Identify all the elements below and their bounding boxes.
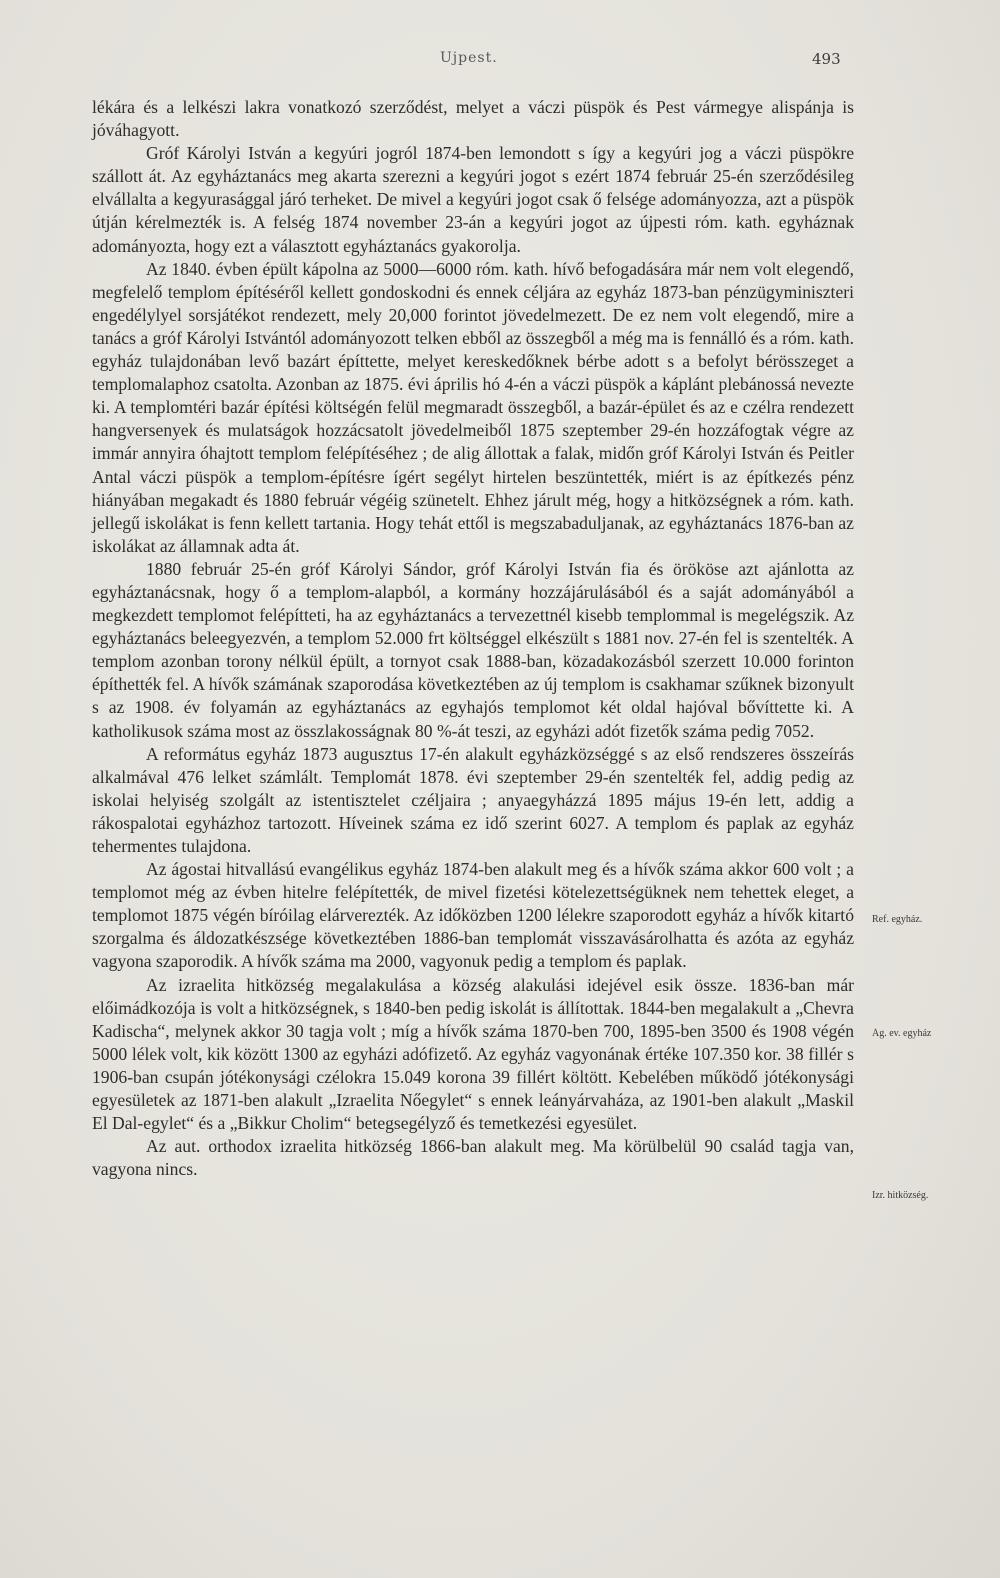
paragraph-continuation: lékára és a lelkészi lakra vonatkozó szerződést, melyet a váczi püspök és Pest vármegye alispánja is jóváhagyott. xyxy=(92,97,854,141)
running-header xyxy=(0,50,1000,74)
running-title: Ujpest. xyxy=(440,50,498,66)
margin-note-jewish: Izr. hitközség. xyxy=(872,1190,929,1201)
page-number: 493 xyxy=(812,50,841,68)
paragraph-church-completion: 1880 február 25-én gróf Károlyi Sándor, gróf Károlyi István fia és örököse azt ajánlotta az egyháztanácsnak, hogy ő a templom-alapból, a kormány hozzájárulásából és a saját adományából a megkezdett templomot felépítteti, ha az egyháztanács a tervezettnél kisebb templommal is megelégszik. Az egyháztanács beleegyezvén, a templom 52.000 frt költséggel elkészült s 1881 nov. 27-én fel is szentelték. A templom azonban torony nélkül épült, a tornyot csak 1888-ban, közadakozásból szerzett 10.000 forinton építhették fel. A hívők számának szaporodása következtében az új templom is csakhamar szűknek bizonyult s az 1908. év folyamán az egyháztanács az egyhajós templomot két oldal hajóval bővíttette ki. A katholikusok száma most az összlakosságnak 80 %-át teszi, az egyházi adót fizetők száma pedig 7052. xyxy=(92,558,854,741)
margin-note-evangelical: Ág. ev. egyház xyxy=(872,1028,932,1039)
paragraph-patronage: Gróf Károlyi István a kegyúri jogról 1874-ben lemondott s így a kegyúri jog a váczi püspökre szállott át. Az egyháztanács meg akarta szerezni a kegyúri jogot s ezért 1874 február 25-én szerződésileg elvállalta a kegyurasággal járó terheket. De mivel a kegyúri jogot csak ő felsége adományozza, azt a püspök útján kérelmezték is. A felség 1874 november 23-án a kegyúri jogot az újpesti róm. kath. egyháznak adományozta, hogy ezt a választott egyháztanács gyakorolja. xyxy=(92,143,854,256)
paragraph-church-building: Az 1840. évben épült kápolna az 5000—6000 róm. kath. hívő befogadására már nem volt elegendő, megfelelő templom építéséről kellett gondoskodni és ennek céljára az egyház 1873-ban pénzügyminiszteri engedélylyel sorsjátékot rendezett, mely 20,000 forintot jövedelmezett. De ez nem volt elegendő, mire a tanács a gróf Károlyi Istvántól adományozott telken ebből az összegből a még ma is fennálló és a róm. kath. egyház tulajdonában levő bazárt építtette, melyet kereskedőknek bérbe adott s a befolyt bérösszeget a templomalaphoz csatolta. Azonban az 1875. évi április hó 4-én a váczi püspök a káplánt plebánossá nevezte ki. A templomtéri bazár építési költségén felül megmaradt összegből, a bazár-épület és az e czélra rendezett hangversenyek és mulatságok hozzácsatolt jövedelmeiből 1875 szeptember 29-én hozzáfogtak végre az immár annyira óhajtott templom felépítéséhez ; de alig állottak a falak, midőn gróf Károlyi István és Peitler Antal váczi püspök a templom-építésre ígért segélyt hirtelen beszüntették, miért is az építkezés pénz hiányában megakadt és 1880 február végéig szünetelt. Ehhez járult még, hogy a hitközségnek a róm. kath. jellegű iskolákat is fenn kellett tartania. Hogy tehát ettől is megszabaduljanak, az egyháztanács 1876-ban az iskolákat az államnak adta át. xyxy=(92,258,854,556)
paragraph-jewish-community: Az izraelita hitközség megalakulása a község alakulási idejével esik össze. 1836-ban már előimádkozója is volt a hitközségnek, s 1840-ben pedig iskolát is állítottak. 1844-ben megalakult a „Chevra Kadischa“, melynek akkor 30 tagja volt ; míg a hívők száma 1870-ben 700, 1895-ben 3500 és 1908 végén 5000 lélek volt, kik között 1300 az egyházi adófizető. Az egyház vagyonának értéke 107.350 kor. 38 fillér s 1906-ban csupán jótékonysági czélokra 15.049 korona 39 fillért költött. Kebelében működő jótékonysági egyesületek az 1871-ben alakult „Izraelita Nőegylet“ s ennek leányárvaháza, az 1901-ben alakult „Maskil El Dal-egylet“ és a „Bikkur Cholim“ betegsegélyző és temetkezési egyesület. xyxy=(92,974,854,1134)
paragraph-orthodox-community: Az aut. orthodox izraelita hitközség 1866-ban alakult meg. Ma körülbelül 90 család tagja van, vagyona nincs. xyxy=(92,1136,854,1180)
main-text-column xyxy=(92,96,854,1181)
paragraph-evangelical-church: Az ágostai hitvallású evangélikus egyház 1874-ben alakult meg és a hívők száma akkor 600 volt ; a templomot még az évben hitelre felépítették, de mivel fizetési kötelezettségüknek nem tehettek eleget, a templomot 1875 végén bíróilag elárverezték. Az időközben 1200 lélekre szaporodott egyház a hívők kitartó szorgalma és áldozatkészsége következtében 1886-ban templomát visszavásárolhatta és azóta az egyház vagyona szaporodik. A hívők száma ma 2000, vagyonuk pedig a templom és paplak. xyxy=(92,859,854,972)
paragraph-reformed-church: A református egyház 1873 augusztus 17-én alakult egyházközséggé s az első rendszeres összeírás alkalmával 476 lelket számlált. Templomát 1878. évi szeptember 29-én szentelték fel, addig pedig az iskolai helyiség szolgált az istentisztelet czéljaira ; anyaegyházzá 1895 május 19-én lett, addig a rákospalotai egyházhoz tartozott. Híveinek száma ez idő szerint 6027. A templom és paplak az egyház tehermentes tulajdona. xyxy=(92,743,854,856)
margin-note-reformed: Ref. egyház. xyxy=(872,914,923,925)
